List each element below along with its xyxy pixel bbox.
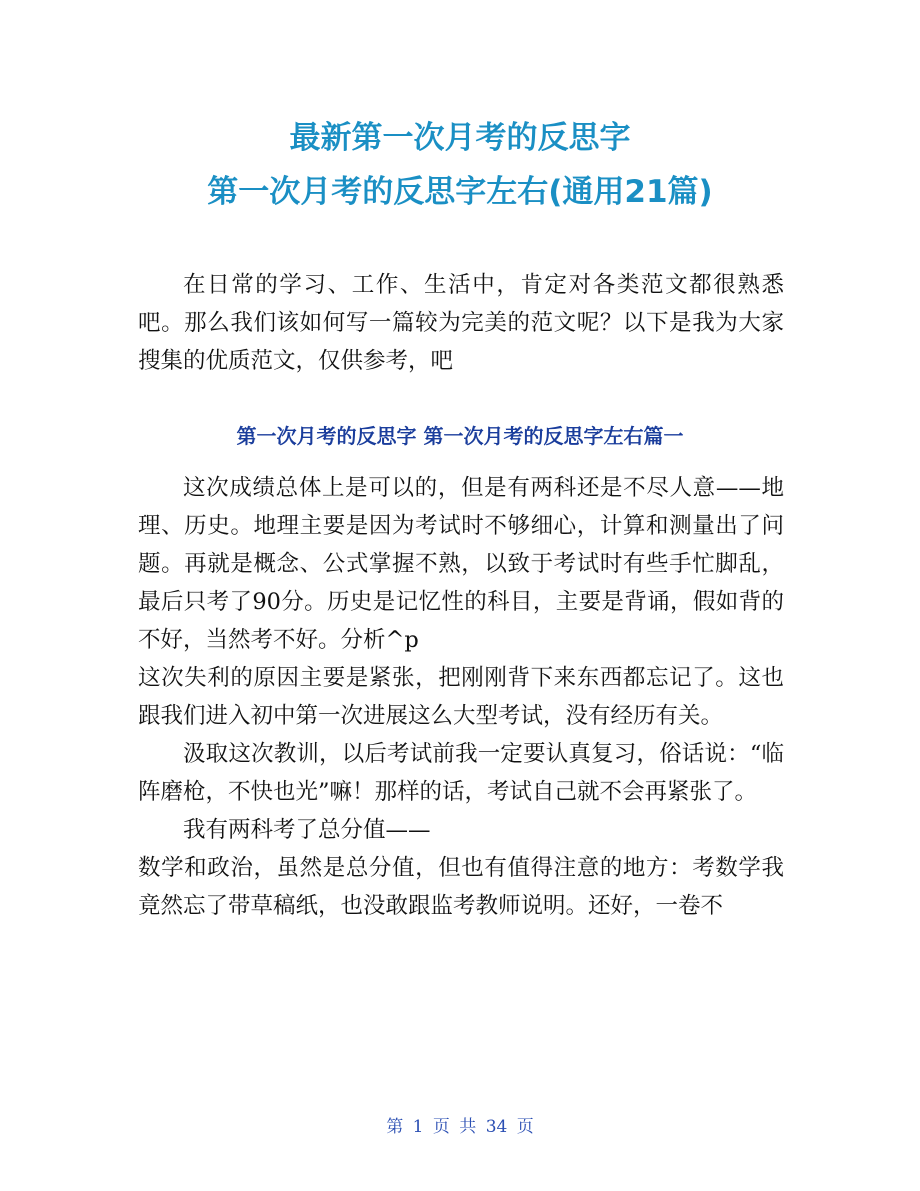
section-heading: 第一次月考的反思字 第一次月考的反思字左右篇一: [236, 424, 684, 448]
paragraph-4: 我有两科考了总分值——: [183, 817, 431, 843]
document-title-line2: 第一次月考的反思字左右(通用21篇): [207, 174, 713, 210]
paragraph-2: 这次失利的原因主要是紧张，把刚刚背下来东西都忘记了。这也跟我们进入初中第一次进展这么大型考试，没有经历有关。: [138, 665, 784, 729]
intro-block: [138, 266, 784, 380]
paragraph-1: 这次成绩总体上是可以的，但是有两科还是不尽人意——地理、历史。地理主要是因为考试时不够细心，计算和测量出了问题。再就是概念、公式掌握不熟，以致于考试时有些手忙脚乱，最后只考了90分。历史是记忆性的科目，主要是背诵，假如背的不好，当然考不好。分析^p: [138, 475, 784, 653]
page-footer: 第 1 页 共 34 页: [386, 1117, 534, 1137]
paragraph-3: 汲取这次教训，以后考试前我一定要认真复习，俗话说：“临阵磨枪，不快也光”嘛！那样的话，考试自己就不会再紧张了。: [138, 741, 784, 805]
document-title-line1: 最新第一次月考的反思字: [289, 120, 631, 156]
intro-paragraph: 在日常的学习、工作、生活中，肯定对各类范文都很熟悉吧。那么我们该如何写一篇较为完美的范文呢？以下是我为大家搜集的优质范文，仅供参考，吧: [138, 272, 784, 374]
paragraph-5: 数学和政治，虽然是总分值，但也有值得注意的地方：考数学我竟然忘了带草稿纸，也没敢跟监考教师说明。还好，一卷不: [138, 855, 784, 919]
main-text-block: [138, 469, 784, 925]
